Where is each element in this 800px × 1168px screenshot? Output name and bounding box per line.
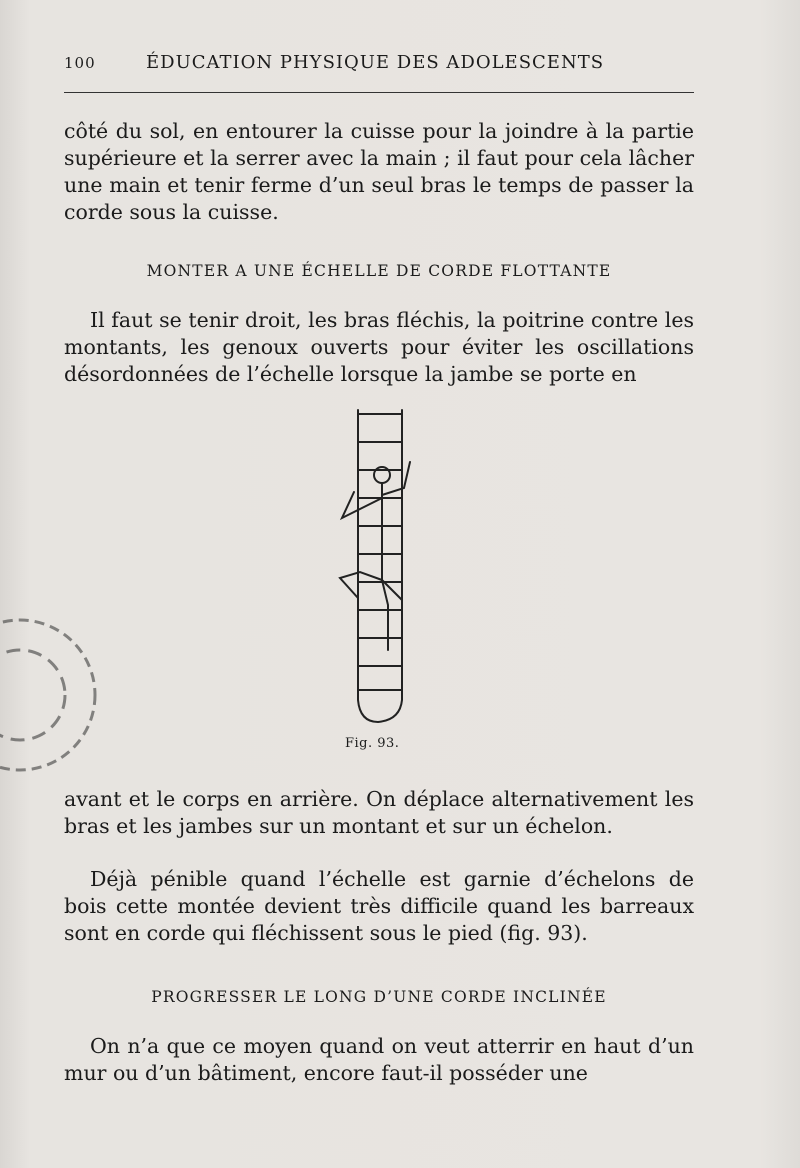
- paragraph-2: Il faut se tenir droit, les bras fléchis, la poitrine contre les montants, les genoux ouverts pour éviter les oscillations désordonnées de l’échelle lorsque la jambe se porte en: [64, 308, 694, 386]
- figure-rope-ladder: [330, 400, 430, 730]
- running-head: ÉDUCATION PHYSIQUE DES ADOLESCENTS: [146, 52, 605, 73]
- paragraph-4: Déjà pénible quand l’échelle est garnie d’échelons de bois cette montée devient très difficile quand les barreaux sont en corde qui fléchissent sous le pied (fig. 93).: [64, 867, 694, 945]
- page-header: [64, 50, 694, 80]
- section-heading-ladder: MONTER A UNE ÉCHELLE DE CORDE FLOTTANTE: [146, 262, 612, 280]
- page-number: 100: [64, 54, 96, 72]
- figure-caption: Fig. 93.: [345, 736, 400, 751]
- library-stamp: [0, 600, 100, 790]
- paragraph-1: côté du sol, en entourer la cuisse pour la joindre à la partie supérieure et la serrer avec la main ; il faut pour cela lâcher une main et tenir ferme d’un seul bras le temps de passer la corde sous la cuisse.: [64, 119, 694, 224]
- rope-ladder-illustration: [330, 400, 430, 730]
- section-heading-rope: PROGRESSER LE LONG D’UNE CORDE INCLINÉE: [151, 988, 607, 1006]
- paragraph-3: avant et le corps en arrière. On déplace alternativement les bras et les jambes sur un montant et sur un échelon.: [64, 787, 694, 838]
- paragraph-5: On n’a que ce moyen quand on veut atterrir en haut d’un mur ou d’un bâtiment, encore faut-il posséder une: [64, 1034, 694, 1085]
- header-rule: [64, 92, 694, 93]
